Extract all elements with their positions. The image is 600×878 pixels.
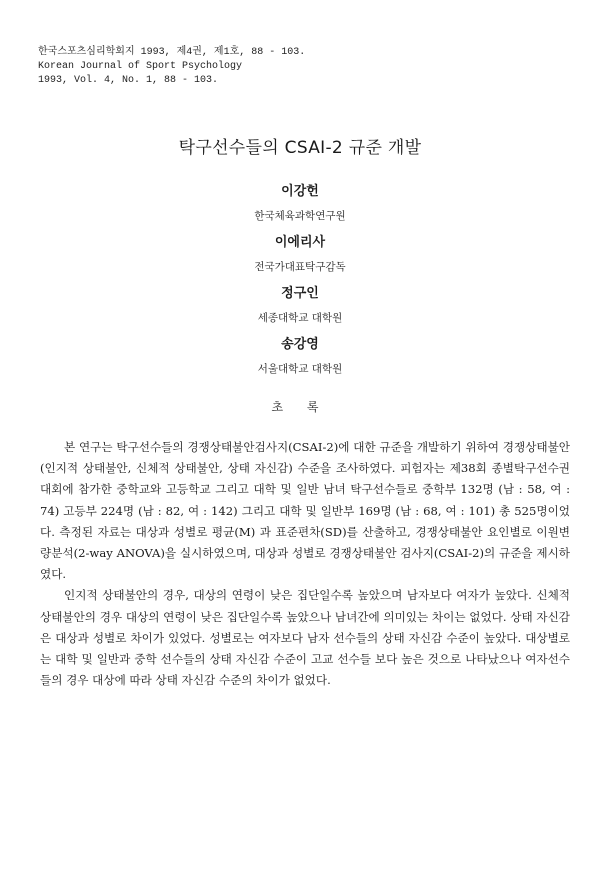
abstract-heading: 초 록 bbox=[271, 400, 329, 414]
author-affiliation: 전국가대표탁구감독 bbox=[254, 261, 346, 273]
author-list bbox=[0, 180, 600, 384]
citation-english-journal: Korean Journal of Sport Psychology bbox=[38, 61, 243, 72]
abstract-paragraph: 본 연구는 탁구선수들의 경쟁상태불안검사지(CSAI-2)에 대한 규준을 개발하기 위하여 경쟁상태불안(인지적 상태불안, 신체적 상태불안, 상태 자신감) 수준을 조사하였다. 피험자는 제38회 종별탁구선수권 대회에 참가한 중학교와 고등학교 그리고 대학 및 일반 남녀 탁구선수들로 중학부 132명 (남 : 58, 여 : 74) 고등부 224명 (남 : 82, 여 : 142) 그리고 대학 및 일반부 169명 (남 : 68, 여 : 101) 총 525명이었다. 측정된 자료는 대상과 성별로 평균(M) 과 표준편차(SD)를 산출하고, 경쟁상태불안 요인별로 이원변량분석(2-way ANOVA)을 실시하였으며, 대상과 성별로 경쟁상태불안 검사지(CSAI-2)의 규준을 제시하였다. bbox=[40, 440, 570, 582]
author-name: 이강헌 bbox=[281, 184, 319, 199]
paper-title: 탁구선수들의 CSAI-2 규준 개발 bbox=[178, 138, 422, 158]
citation-english-volume: 1993, Vol. 4, No. 1, 88 - 103. bbox=[38, 75, 219, 86]
author-affiliation: 한국체육과학연구원 bbox=[254, 210, 346, 222]
author-affiliation: 서울대학교 대학원 bbox=[257, 363, 343, 375]
author-name: 이에리사 bbox=[274, 235, 326, 250]
abstract-paragraph: 인지적 상태불안의 경우, 대상의 연령이 낮은 집단일수록 높았으며 남자보다 여자가 높았다. 신체적 상태불안의 경우 대상의 연령이 낮은 집단일수록 높았으나 남녀간에 의미있는 차이는 없었다. 상태 자신감은 대상과 성별로 차이가 있었다. 성별로는 여자보다 남자 선수들의 상태 자신감 수준이 높았다. 대상별로는 대학 및 일반과 중학 선수들의 상태 자신감 수준이 고교 선수들 보다 높은 것으로 나타났으나 여자선수들의 경우 대상에 따라 상태 자신감 수준의 차이가 없었다. bbox=[40, 588, 570, 688]
journal-citation bbox=[38, 46, 305, 88]
abstract-body bbox=[40, 437, 570, 691]
author-affiliation: 세종대학교 대학원 bbox=[257, 312, 343, 324]
citation-korean: 한국스포츠심리학회지 1993, 제4권, 제1호, 88 - 103. bbox=[38, 47, 306, 58]
author-name: 송강영 bbox=[281, 337, 319, 352]
author-name: 정구인 bbox=[281, 286, 319, 301]
